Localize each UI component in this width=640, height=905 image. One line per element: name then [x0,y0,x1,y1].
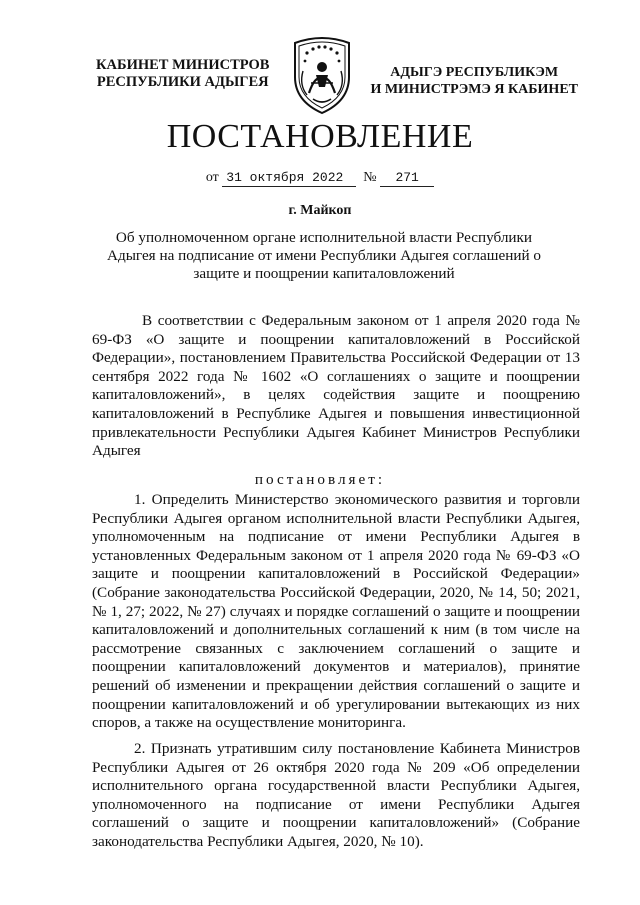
issuer-adyghe-line-1: АДЫГЭ РЕСПУБЛИКЭМ [390,65,559,80]
issuer-name-adyghe [370,64,578,98]
item-1-paragraph: 1. Определить Министерство экономического развития и торговли Республики Адыгея органом исполнительной власти Республики Адыгея, уполномоченным на подписание от имени Республики Адыгея в установленных Федеральным законом от 1 апреля 2020 года № 69-ФЗ «О защите и поощрении капиталовложений в Российской Федерации» (Собрание законодательства Российской Федерации, 2020, № 14, 50; 2021, № 1, 27; 2022, № 27) случаях и порядке соглашений о защите и поощрении капиталовложений и дополнительных соглашений к ним (в том числе на рассмотрение связанных с заключением соглашений о защите и поощрении капиталовложений документов и материалов), принятие решений об изменении и прекращении действия соглашений о защите и поощрении капиталовложений и об урегулировании вытекающих из них споров, а также на осуществление мониторинга. [92,491,580,732]
issuer-adyghe-line-2: И МИНИСТРЭМЭ Я КАБИНЕТ [370,82,578,97]
number-prefix: № [363,170,377,185]
adygea-coat-of-arms-icon [289,35,355,115]
issuer-line-1: КАБИНЕТ МИНИСТРОВ [96,57,270,73]
date-prefix: от [205,170,219,185]
document-subject: Об уполномоченном органе исполнительной власти Республики Адыгея на подписание от имени Республики Адыгея соглашений о защите и поощрении капиталовложений [107,229,541,282]
city: г. Майкоп [288,203,352,218]
document-title: ПОСТАНОВЛЕНИЕ [166,118,474,155]
issuer-name-russian [96,57,269,91]
issuer-line-2: РЕСПУБЛИКИ АДЫГЕЯ [96,74,269,90]
item-2-paragraph: 2. Признать утратившим силу постановление Кабинета Министров Республики Адыгея от 26 октября 2020 года № 209 «Об определении исполнительного органа государственной власти Республики Адыгея, уполномоченного на подписание от имени Республики Адыгея соглашений о защите и поощрении капиталовложений» (Собрание законодательства Республики Адыгея, 2020, № 10). [92,740,580,850]
decree-word: постановляет: [254,471,386,488]
document-number: 271 [380,170,434,187]
date-number-line [0,170,640,187]
preamble-paragraph: В соответствии с Федеральным законом от 1 апреля 2020 года № 69-ФЗ «О защите и поощрении капиталовложений в Российской Федерации», постановлением Правительства Российской Федерации от 13 сентября 2022 года № 1602 «О соглашениях о защите и поощрении капиталовложений», в целях содействия защите и поощрению капиталовложений в Республике Адыгея и повышения инвестиционной привлекательности Республики Адыгея Кабинет Министров Республики Адыгея [92,312,580,460]
document-date: 31 октября 2022 [222,170,356,187]
